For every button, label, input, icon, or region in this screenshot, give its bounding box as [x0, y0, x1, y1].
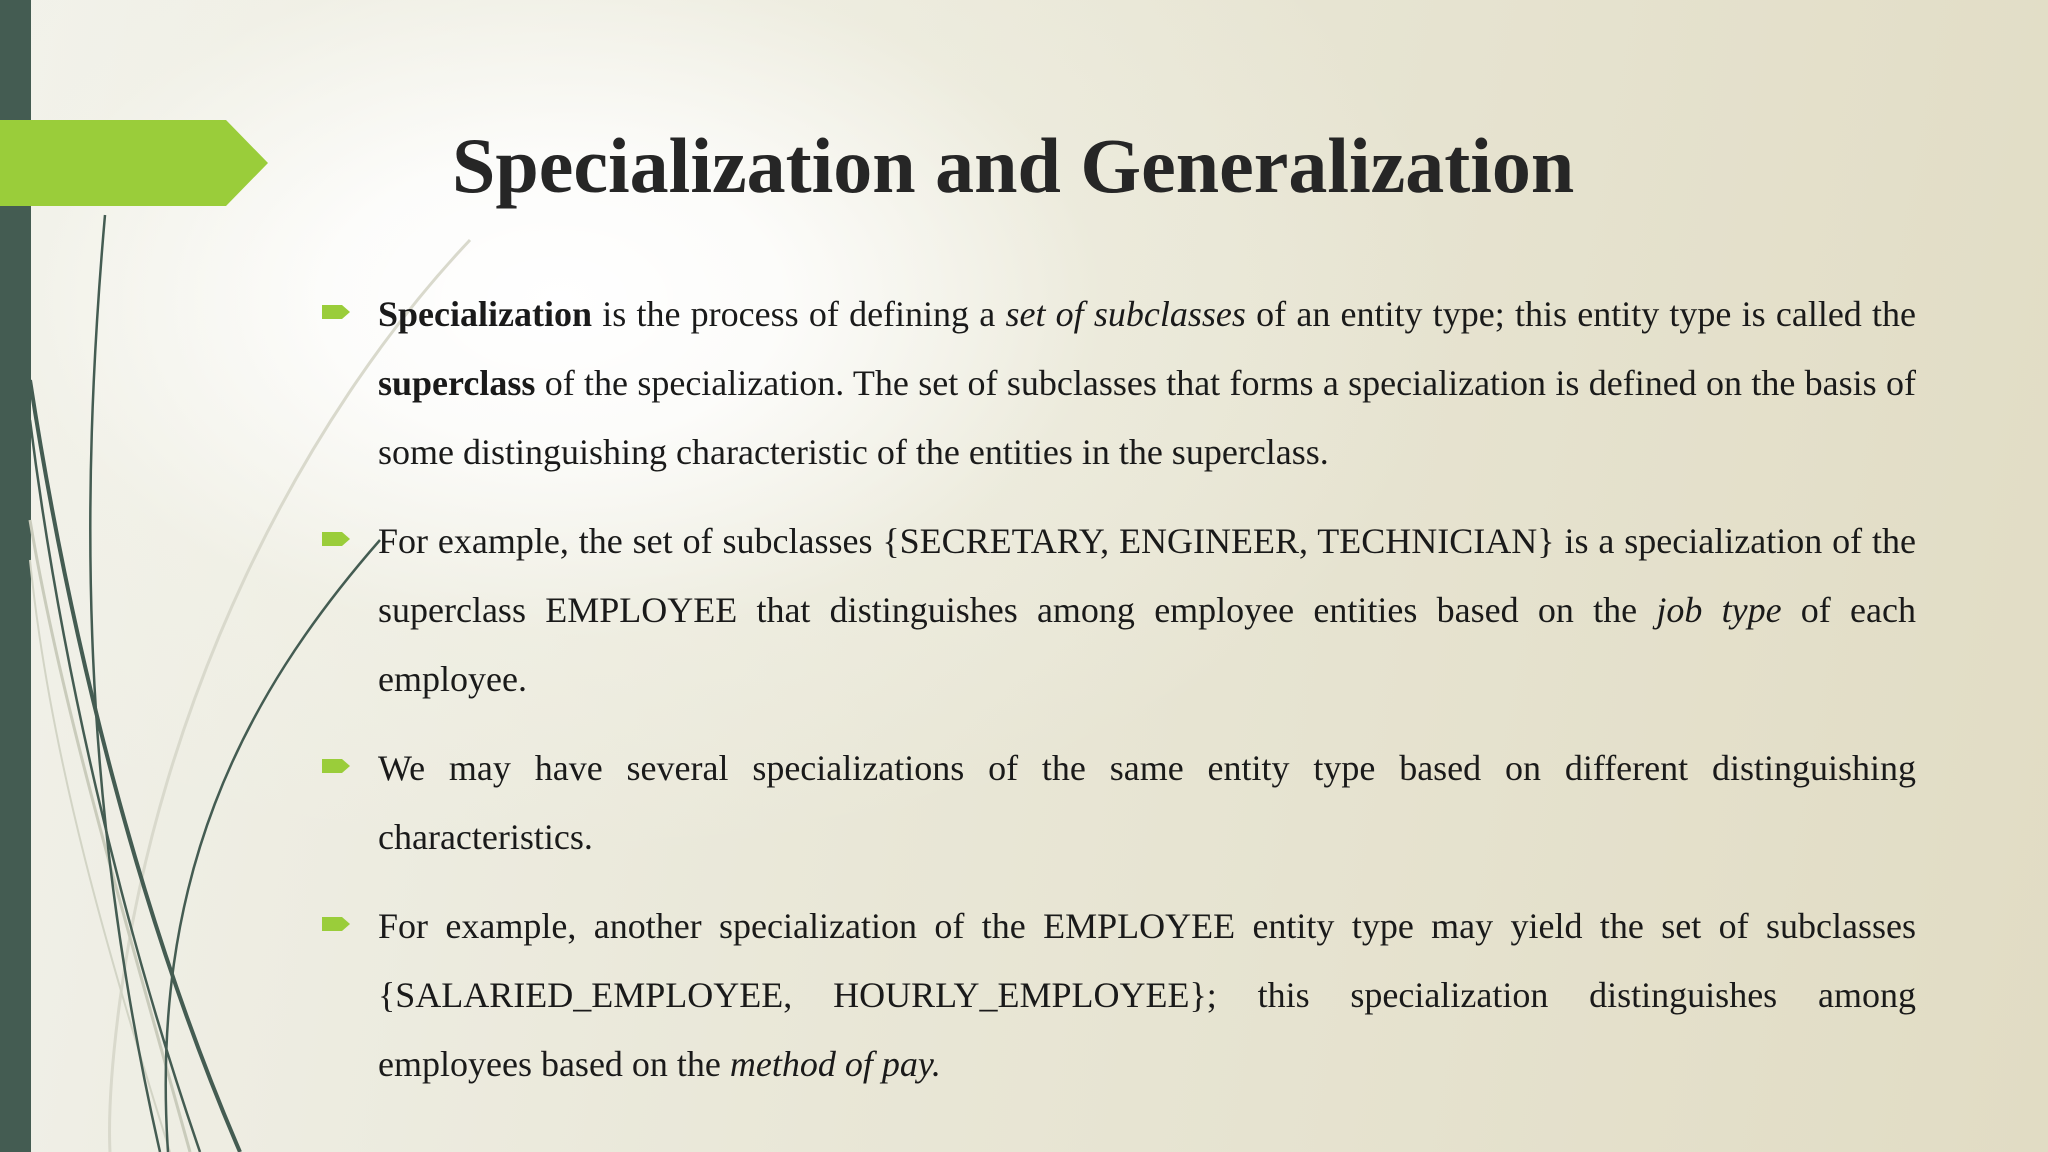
term-superclass: superclass	[378, 363, 536, 403]
bullet-item	[378, 892, 1916, 1099]
bullet-item	[378, 280, 1916, 487]
title-accent-arrow	[0, 120, 270, 206]
term-method-of-pay: method of pay.	[729, 1044, 941, 1084]
bullet-text: For example, the set of subclasses {SECRETARY, ENGINEER, TECHNICIAN} is a specialization of the superclass EMPLOYEE that distinguishes among employee entities based on the job type of each employee.	[378, 521, 1916, 699]
term-specialization: Specialization	[378, 294, 592, 334]
bullet-text: We may have several specializations of the same entity type based on different distinguishing characteristics.	[378, 748, 1916, 857]
bullet-item	[378, 507, 1916, 714]
term-job-type: job type	[1656, 590, 1782, 630]
arrow-bullet-icon	[322, 756, 352, 776]
bullet-item	[378, 734, 1916, 872]
bullet-text: Specialization is the process of defining a set of subclasses of an entity type; this entity type is called the superclass of the specialization. The set of subclasses that forms a specialization is defined on the basis of some distinguishing characteristic of the entities in the superclass.	[378, 294, 1917, 472]
bullet-list	[378, 280, 1916, 1119]
term-set-of-subclasses: set of subclasses	[1005, 294, 1246, 334]
slide-title: Specialization and Generalization	[452, 122, 1575, 209]
arrow-bullet-icon	[322, 914, 352, 934]
arrow-bullet-icon	[322, 302, 352, 322]
arrow-bullet-icon	[322, 529, 352, 549]
bullet-text: For example, another specialization of the EMPLOYEE entity type may yield the set of subclasses {SALARIED_EMPLOYEE, HOURLY_EMPLOYEE}; this specialization distinguishes among employees based on the method of pay.	[378, 906, 1916, 1084]
